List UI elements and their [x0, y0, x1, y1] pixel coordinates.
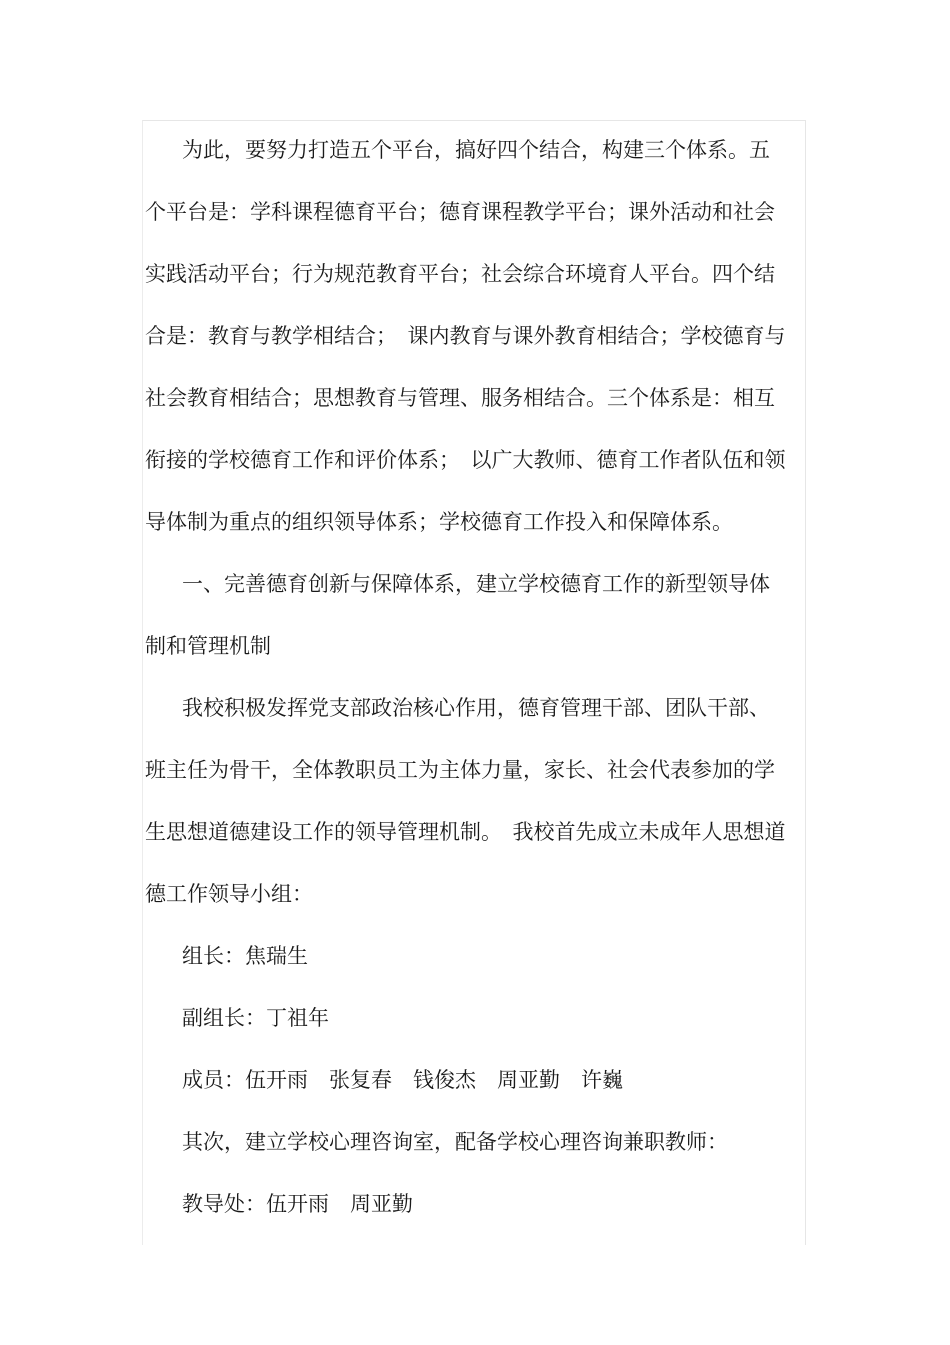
text-line: 其次，建立学校心理咨询室，配备学校心理咨询兼职教师：	[182, 1130, 728, 1154]
text-line: 个平台是：学科课程德育平台；德育课程教学平台；课外活动和社会	[145, 200, 775, 224]
document-body	[145, 128, 800, 1244]
text-line: 德工作领导小组：	[145, 882, 313, 906]
text-line: 衔接的学校德育工作和评价体系； 以广大教师、德育工作者队伍和领	[145, 448, 786, 472]
text-line: 为此，要努力打造五个平台，搞好四个结合，构建三个体系。五	[182, 138, 770, 162]
text-line: 合是：教育与教学相结合； 课内教育与课外教育相结合；学校德育与	[145, 324, 786, 348]
text-line: 实践活动平台；行为规范教育平台；社会综合环境育人平台。四个结	[145, 262, 775, 286]
text-line: 导体制为重点的组织领导体系；学校德育工作投入和保障体系。	[145, 510, 733, 534]
academic-office-line: 教导处：伍开雨 周亚勤	[182, 1192, 413, 1216]
section-heading-line: 制和管理机制	[145, 634, 271, 658]
text-line: 我校积极发挥党支部政治核心作用，德育管理干部、团队干部、	[182, 696, 770, 720]
deputy-leader-line: 副组长：丁祖年	[182, 1006, 329, 1030]
members-line: 成员：伍开雨 张复春 钱俊杰 周亚勤 许巍	[182, 1068, 623, 1092]
text-line: 班主任为骨干，全体教职员工为主体力量，家长、社会代表参加的学	[145, 758, 775, 782]
text-line: 生思想道德建设工作的领导管理机制。 我校首先成立未成年人思想道	[145, 820, 786, 844]
text-line: 社会教育相结合；思想教育与管理、服务相结合。三个体系是：相互	[145, 386, 775, 410]
section-heading-line: 一、完善德育创新与保障体系，建立学校德育工作的新型领导体	[182, 572, 770, 596]
group-leader-line: 组长：焦瑞生	[182, 944, 308, 968]
